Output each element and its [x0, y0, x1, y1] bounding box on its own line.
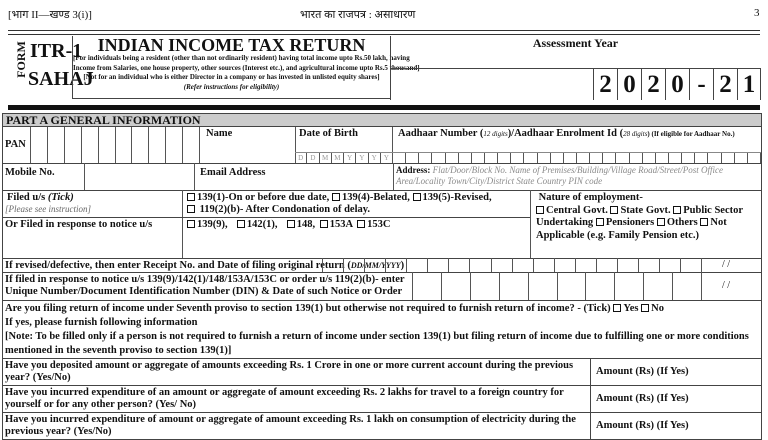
- checkbox-icon: [613, 304, 621, 312]
- row-divider: [3, 385, 761, 386]
- filed-options: [187, 192, 527, 216]
- notice-options: [187, 219, 390, 231]
- employment-pensioners[interactable]: [596, 217, 654, 228]
- din-input[interactable]: [412, 272, 702, 300]
- current-account-question: Have you deposited amount or aggregate of amounts exceeding Rs. 1 Crore in one or more current account during the previous year? (Yes/No): [5, 360, 574, 383]
- input-cell[interactable]: [630, 153, 643, 163]
- ay-digit: 0: [617, 69, 641, 100]
- input-cell[interactable]: [500, 272, 529, 300]
- option-139-4[interactable]: [332, 192, 410, 203]
- checkbox-icon: [332, 193, 340, 201]
- checkbox-icon: [187, 220, 195, 228]
- assessment-year-box: [390, 36, 760, 100]
- input-cell[interactable]: [551, 153, 564, 163]
- option-label: No: [651, 303, 664, 314]
- option-139-1[interactable]: [187, 192, 329, 203]
- input-cell[interactable]: [669, 153, 682, 163]
- row-divider: [3, 300, 761, 301]
- option-119-2b[interactable]: [187, 204, 370, 215]
- input-cell[interactable]: [643, 153, 656, 163]
- mobile-input[interactable]: [84, 163, 195, 190]
- option-label: Pensioners: [605, 217, 655, 228]
- input-cell[interactable]: [577, 153, 590, 163]
- col-divider: [182, 190, 183, 258]
- input-cell[interactable]: [660, 258, 681, 272]
- foreign-travel-question: Have you incurred expenditure of an amount or aggregate of amount exceeding Rs. 2 lakhs for travel to a foreign country for yourself or for any other person? (Yes/ No): [5, 387, 564, 410]
- option-142-1[interactable]: [237, 219, 278, 230]
- input-cell[interactable]: [449, 258, 470, 272]
- employment-field: [536, 192, 760, 242]
- input-cell[interactable]: [564, 153, 577, 163]
- gazette-title: भारत का राजपत्र : असाधारण: [300, 9, 416, 21]
- input-cell[interactable]: [656, 153, 669, 163]
- revised-text: If revised/defective, then enter Receipt No. and Date of filing original return (: [5, 260, 351, 271]
- seventh-proviso-question: Are you filing return of income under Seventh proviso to section 139(1) but otherwise not required to furnish return of income? - (Tick): [5, 303, 611, 314]
- seventh-note: [Note: To be filled only if a person is not required to furnish a return of income under section 139(1) but filing return of income due to fulfilling one or more conditions mentioned in the seventh proviso to section 139(1)]: [5, 331, 749, 356]
- input-cell[interactable]: [748, 153, 761, 163]
- dob-cell: D: [295, 153, 307, 163]
- row-divider: [3, 358, 761, 359]
- email-label: Email Address: [200, 167, 266, 178]
- input-cell[interactable]: [555, 258, 576, 272]
- input-cell[interactable]: [644, 272, 673, 300]
- input-cell[interactable]: [681, 258, 702, 272]
- option-label: 139(5)-Revised,: [422, 192, 492, 203]
- input-cell[interactable]: [323, 258, 344, 272]
- row-divider: [3, 217, 530, 218]
- employment-others[interactable]: [657, 217, 698, 228]
- input-cell[interactable]: [639, 258, 660, 272]
- eligibility-text-4: (Refer instructions for eligibility): [183, 82, 280, 91]
- dob-cell: Y: [344, 153, 356, 163]
- checkbox-icon: [536, 206, 544, 214]
- dob-cell: M: [332, 153, 344, 163]
- input-cell[interactable]: [695, 153, 708, 163]
- form-label: FORM: [13, 41, 28, 78]
- option-label: Yes: [623, 303, 639, 314]
- current-account-amount[interactable]: Amount (Rs) (If Yes): [596, 366, 689, 377]
- input-cell[interactable]: [413, 272, 442, 300]
- gazette-part: [भाग II—खण्ड 3(i)]: [8, 9, 92, 21]
- pan-input[interactable]: [30, 127, 200, 163]
- checkbox-icon: [187, 205, 195, 213]
- checkbox-icon: [610, 206, 618, 214]
- option-label: Others: [666, 217, 698, 228]
- input-cell[interactable]: [597, 258, 618, 272]
- checkbox-icon: [673, 206, 681, 214]
- din-label: If filed in response to notice u/s 139(9)/142(1)/148/153A/153C or order u/s 119(2)(b)- enter Unique Number/Document Identification Number (DIN) & Date of such Notice or Order: [5, 274, 405, 297]
- form-title: INDIAN INCOME TAX RETURN: [97, 35, 366, 55]
- dob-label: Date of Birth: [299, 128, 358, 139]
- checkbox-icon: [596, 218, 604, 226]
- option-label: 142(1),: [246, 219, 278, 230]
- ay-digit: 2: [641, 69, 665, 100]
- notice-label: Or Filed in response to notice u/s: [5, 219, 153, 230]
- eligibility-text-2: Income from Salaries, one house property, other sources (Interest etc.), and agricultural income upto Rs.5 thousand]: [73, 63, 420, 72]
- assessment-year-label: Assessment Year: [532, 36, 619, 50]
- filed-instruction: [Please see instruction]: [5, 204, 91, 214]
- option-148[interactable]: [287, 219, 315, 230]
- checkbox-icon: [641, 304, 649, 312]
- aadhaar-text: Aadhaar Number (: [398, 128, 484, 139]
- input-cell[interactable]: [472, 153, 485, 163]
- aadhaar-28-digits: 28 digits: [623, 130, 648, 138]
- option-139-5[interactable]: [413, 192, 492, 203]
- option-label: State Govt.: [620, 204, 671, 216]
- input-cell[interactable]: [590, 153, 603, 163]
- input-cell[interactable]: [529, 272, 558, 300]
- address-label: Address:: [396, 165, 431, 175]
- option-label: 148,: [296, 219, 316, 230]
- option-label: Public Sector Undertaking: [536, 204, 743, 228]
- dob-cell: Y: [356, 153, 368, 163]
- thick-rule: [8, 105, 760, 110]
- option-label: 139(9),: [197, 219, 228, 230]
- amount-col-divider: [590, 358, 591, 440]
- option-label: 119(2)(b)- After Condonation of delay.: [199, 204, 371, 215]
- input-cell[interactable]: [428, 258, 449, 272]
- eligibility-text-3: [Not for an individual who is either Director in a company or has invested in unlisted equity shares]: [83, 73, 380, 81]
- form-name: SAHAJ: [28, 68, 94, 90]
- input-cell[interactable]: [618, 258, 639, 272]
- row-divider: [3, 190, 761, 191]
- input-cell[interactable]: [432, 153, 445, 163]
- input-cell[interactable]: [419, 153, 432, 163]
- input-cell[interactable]: [511, 153, 524, 163]
- option-139-9[interactable]: [187, 219, 228, 230]
- input-cell[interactable]: [365, 258, 386, 272]
- input-cell[interactable]: [386, 258, 407, 272]
- ay-digit: -: [689, 69, 713, 100]
- option-label: 153C: [367, 219, 391, 230]
- assessment-year-digits: [391, 68, 761, 100]
- ay-digit: 2: [593, 69, 617, 100]
- input-cell[interactable]: [470, 258, 491, 272]
- address-hint: Flat/Door/Block No. Name of Premises/Building/Village Road/Street/Post Office Area/Locality Town/City/District State Country PIN code: [396, 165, 723, 186]
- option-label: 139(1)-On or before due date,: [197, 192, 330, 203]
- option-label: 139(4)-Belated,: [341, 192, 410, 203]
- seventh-no[interactable]: [641, 303, 664, 314]
- title-box: [72, 35, 420, 99]
- input-cell[interactable]: [534, 258, 555, 272]
- row-divider: [3, 412, 761, 413]
- input-cell[interactable]: [538, 153, 551, 163]
- dob-cells[interactable]: [295, 152, 393, 163]
- input-cell[interactable]: [735, 153, 748, 163]
- checkbox-icon: [657, 218, 665, 226]
- employment-state[interactable]: [610, 205, 670, 216]
- checkbox-icon: [237, 220, 245, 228]
- employment-label: Nature of employment-: [538, 192, 643, 203]
- option-label: Central Govt.: [546, 204, 608, 216]
- input-cell[interactable]: [442, 272, 471, 300]
- input-cell[interactable]: [459, 153, 472, 163]
- seventh-info: If yes, please furnish following information: [5, 317, 198, 328]
- dob-cell: D: [307, 153, 319, 163]
- aadhaar-text: )/Aadhaar Enrolment Id (: [507, 128, 624, 139]
- input-cell[interactable]: [344, 258, 365, 272]
- input-cell[interactable]: [673, 272, 702, 300]
- checkbox-icon: [357, 220, 365, 228]
- input-cell[interactable]: [682, 153, 695, 163]
- seventh-proviso-block: [5, 302, 760, 358]
- checkbox-icon: [700, 218, 708, 226]
- address-divider: [393, 163, 394, 190]
- filed-label-text: Filed u/s: [7, 192, 46, 203]
- receipt-number-input[interactable]: [322, 258, 702, 272]
- input-cell[interactable]: [513, 258, 534, 272]
- input-cell[interactable]: [471, 272, 500, 300]
- aadhaar-12-digits: 12 digits: [483, 130, 508, 138]
- eligibility-text-1: [For individuals being a resident (other than not ordinarily resident) having total income upto Rs.50 lakh, having: [73, 54, 410, 62]
- option-label: Not Applicable (e.g. Family Pension etc.): [536, 217, 727, 241]
- col-divider: [530, 190, 531, 258]
- revised-format: DD/MM/YYYY: [350, 261, 401, 270]
- filed-label: [7, 192, 74, 204]
- input-cell[interactable]: [393, 153, 406, 163]
- mobile-label: Mobile No.: [5, 167, 55, 178]
- foreign-travel-amount[interactable]: Amount (Rs) (If Yes): [596, 393, 689, 404]
- input-cell[interactable]: [485, 153, 498, 163]
- aadhaar-input[interactable]: [393, 152, 761, 163]
- input-cell[interactable]: [492, 258, 513, 272]
- input-cell[interactable]: [446, 153, 459, 163]
- revised-text: ): [400, 260, 405, 271]
- name-label: Name: [206, 128, 233, 139]
- checkbox-icon: [413, 193, 421, 201]
- checkbox-icon: [320, 220, 328, 228]
- dob-cell: M: [320, 153, 332, 163]
- input-cell[interactable]: [558, 272, 587, 300]
- ay-digit: 1: [737, 69, 761, 100]
- checkbox-icon: [287, 220, 295, 228]
- dob-cell: Y: [381, 153, 393, 163]
- aadhaar-label: [398, 128, 760, 140]
- ay-digit: 2: [713, 69, 737, 100]
- input-cell[interactable]: [524, 153, 537, 163]
- employment-central[interactable]: [536, 205, 608, 216]
- ay-digit: 0: [665, 69, 689, 100]
- option-153a[interactable]: [320, 219, 353, 230]
- checkbox-icon: [187, 193, 195, 201]
- input-cell[interactable]: [616, 153, 629, 163]
- input-cell[interactable]: [708, 153, 721, 163]
- input-cell[interactable]: [603, 153, 616, 163]
- page-number: 3: [754, 7, 760, 19]
- input-cell[interactable]: [406, 153, 419, 163]
- pan-label: PAN: [5, 139, 26, 150]
- input-cell[interactable]: [576, 258, 597, 272]
- filed-tick: (Tick): [47, 192, 74, 203]
- input-cell[interactable]: [615, 272, 644, 300]
- input-cell[interactable]: [407, 258, 428, 272]
- original-return-date-input[interactable]: / /: [722, 259, 731, 270]
- notice-date-input[interactable]: / /: [722, 280, 731, 291]
- input-cell[interactable]: [722, 153, 735, 163]
- form-code: ITR-1: [30, 40, 83, 62]
- dob-cell: Y: [369, 153, 381, 163]
- part-a-title: PART A GENERAL INFORMATION: [3, 114, 761, 127]
- aadhaar-eligibility-note: ) (If eligible for Aadhaar No.): [647, 130, 735, 138]
- seventh-yes[interactable]: [613, 303, 638, 314]
- address-field[interactable]: [396, 165, 760, 187]
- input-cell[interactable]: [498, 153, 511, 163]
- electricity-question: Have you incurred expenditure of amount or aggregate of amount exceeding Rs. 1 lakh on consumption of electricity during the previous year? (Yes/No): [5, 414, 576, 437]
- input-cell[interactable]: [586, 272, 615, 300]
- option-label: 153A: [329, 219, 353, 230]
- electricity-amount[interactable]: Amount (Rs) (If Yes): [596, 420, 689, 431]
- option-153c[interactable]: [357, 219, 390, 230]
